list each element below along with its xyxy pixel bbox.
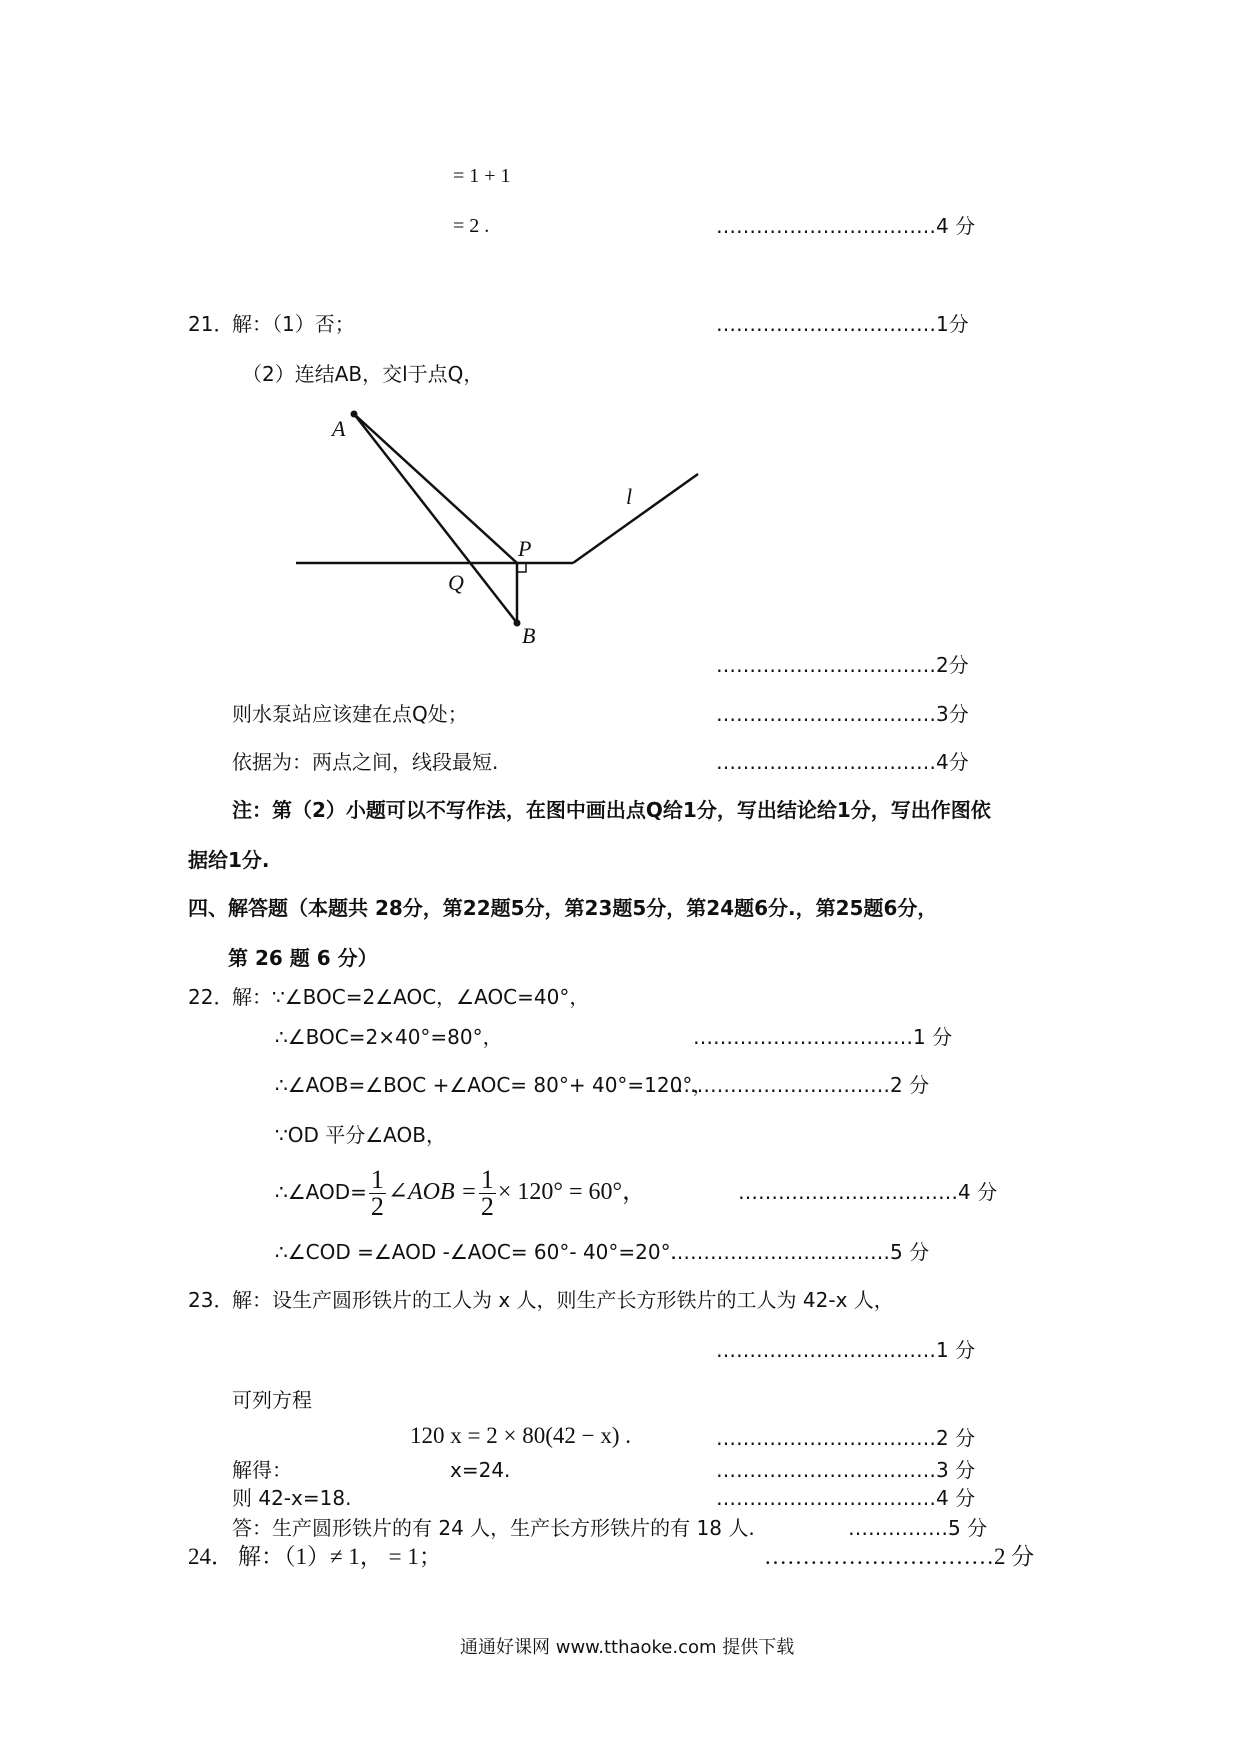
point-B [514, 620, 521, 627]
score-dots: ……………………………4 分 [716, 214, 976, 238]
equation-line-2: = 2 . [453, 215, 490, 237]
q24-score-2: …………………………2 分 [764, 1544, 1035, 1569]
q23-score-1: ……………………………1 分 [716, 1338, 976, 1362]
fraction-numerator: 1 [370, 1165, 384, 1194]
page-footer: 通通好课网 www.tthaoke.com 提供下载 [460, 1637, 795, 1658]
q21-score-figure: ……………………………2分 [716, 653, 969, 677]
q22-line-5-prefix: ∴∠AOD= [275, 1180, 367, 1204]
q22-line-6: ∴∠COD =∠AOD -∠AOC= 60°- 40°=20°. [275, 1240, 677, 1264]
q22-score-2: ……………………………2 分 [670, 1073, 930, 1097]
q21-score-1: ……………………………1分 [716, 312, 969, 336]
segment-AP [354, 414, 517, 563]
q22-line-1: 解：∵∠BOC=2∠AOC，∠AOC=40°， [232, 985, 590, 1009]
q22-line-3: ∴∠AOB=∠BOC +∠AOC= 80°+ 40°=120°， [275, 1073, 713, 1097]
label-B: B [522, 623, 536, 648]
label-l: l [626, 484, 633, 509]
question-number-21: 21． [188, 312, 234, 336]
q23-score-2: ……………………………2 分 [716, 1426, 976, 1450]
question-number-24: 24． [188, 1544, 234, 1569]
fraction-denominator: 2 [370, 1192, 384, 1221]
q21-score-4: ……………………………4分 [716, 750, 969, 774]
q23-answer: 答：生产圆形铁片的有 24 人，生产长方形铁片的有 18 人. [232, 1516, 755, 1540]
q21-step-2: （2）连结AB，交l于点Q， [242, 362, 484, 386]
line-l-slanted [573, 474, 698, 563]
question-number-23: 23． [188, 1288, 234, 1312]
q21-score-3: ……………………………3分 [716, 702, 969, 726]
q21-note-line-2: 据给1分. [188, 848, 270, 872]
q22-line-5-mid: ∠AOB = [387, 1179, 477, 1205]
q22-line-5-tail: × 120° = 60°， [497, 1179, 647, 1205]
segment-AB [354, 414, 517, 623]
section-4-title-line-2: 第 26 题 6 分） [228, 946, 378, 970]
q23-then: 则 42-x=18. [232, 1486, 352, 1510]
q23-solve-value: x=24. [450, 1458, 511, 1482]
q22-score-5: ……………………………5 分 [670, 1240, 930, 1264]
q21-answer-1: 解：（1）否； [232, 312, 355, 336]
q22-line-4: ∵OD 平分∠AOB， [275, 1123, 446, 1147]
label-A: A [332, 416, 346, 441]
fraction-numerator-2: 1 [480, 1165, 494, 1194]
label-Q: Q [448, 570, 464, 595]
q23-score-4: ……………………………4 分 [716, 1486, 976, 1510]
q21-conclusion: 则水泵站应该建在点Q处； [232, 702, 468, 726]
q23-solve-label: 解得： [232, 1458, 292, 1482]
fraction-denominator-2: 2 [480, 1192, 494, 1221]
point-A [351, 411, 358, 418]
fraction-one-half-2 [479, 1167, 496, 1220]
q21-basis: 依据为：两点之间，线段最短. [232, 750, 499, 774]
q21-note-line-1: 注：第（2）小题可以不写作法，在图中画出点Q给1分，写出结论给1分，写出作图依 [232, 798, 991, 822]
fraction-one-half [369, 1167, 386, 1220]
q22-score-4: ……………………………4 分 [738, 1180, 998, 1204]
q23-equation: 120 x = 2 × 80(42 − x) . [410, 1423, 631, 1448]
label-P: P [518, 536, 532, 561]
q22-line-2: ∴∠BOC=2×40°=80°， [275, 1025, 503, 1049]
geometry-figure [280, 400, 720, 650]
section-4-title-line-1: 四、解答题（本题共 28分，第22题5分，第23题5分，第24题6分.，第25题6分， [188, 896, 938, 920]
right-angle-mark [517, 563, 526, 572]
q24-line-1: 解：（1）≠ 1， = 1； [238, 1544, 442, 1569]
question-number-22: 22． [188, 985, 234, 1009]
q22-line-5 [275, 1162, 646, 1222]
q23-line-1: 解：设生产圆形铁片的工人为 x 人，则生产长方形铁片的工人为 42-x 人， [232, 1288, 894, 1312]
q23-score-5: ……………5 分 [848, 1516, 988, 1540]
equation-line-1: = 1 + 1 [453, 165, 511, 187]
q22-score-1: ……………………………1 分 [693, 1025, 953, 1049]
q23-score-3: ……………………………3 分 [716, 1458, 976, 1482]
q23-line-2: 可列方程 [232, 1388, 312, 1412]
